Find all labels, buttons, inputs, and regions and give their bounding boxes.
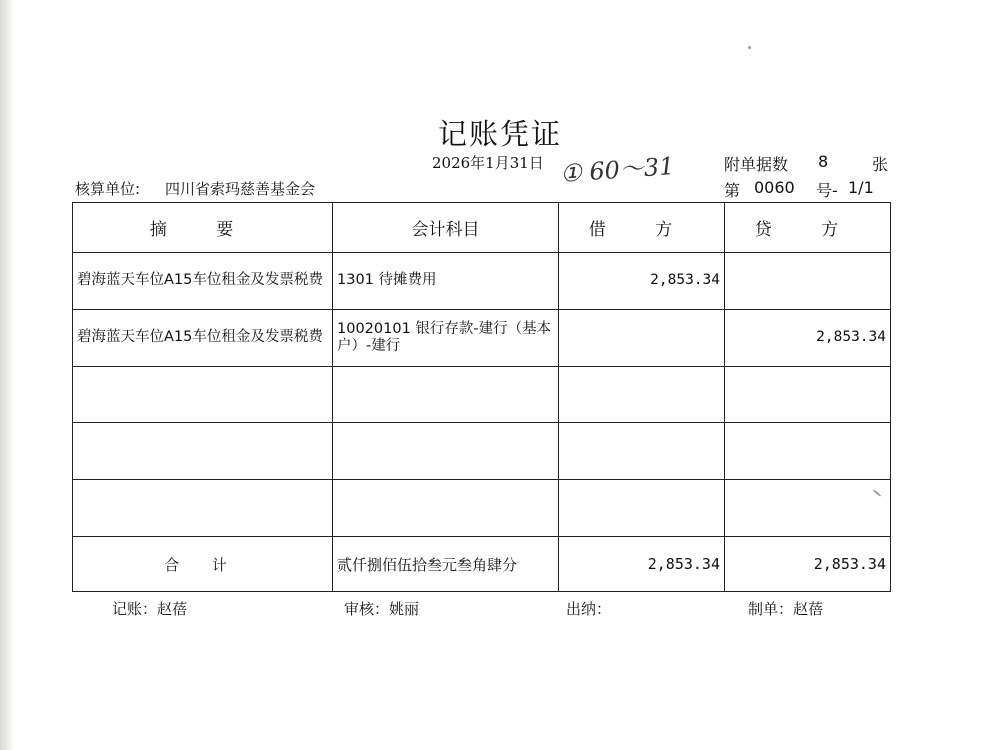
signature-reviewer: 审核：姚丽 [344, 600, 420, 618]
row-credit [725, 366, 891, 423]
total-label-cell [73, 537, 333, 592]
voucher-page: 1/1 [848, 178, 874, 197]
total-debit: 2,853.34 [559, 537, 725, 592]
row-credit [725, 252, 891, 309]
row-credit [725, 480, 891, 537]
signature-preparer: 制单：赵蓓 [748, 600, 824, 618]
total-label: 合 计 [164, 555, 241, 574]
row-summary: 碧海蓝天车位A15车位租金及发票税费 [73, 309, 333, 366]
row-account [333, 480, 559, 537]
attachments-label: 附单据数 [724, 155, 789, 174]
signature-cashier: 出纳： [566, 600, 612, 618]
accounting-unit-name: 四川省索玛慈善基金会 [165, 180, 316, 198]
row-account [333, 423, 559, 480]
row-debit: 2,853.34 [559, 252, 725, 309]
voucher-table [72, 202, 891, 592]
header-account: 会计科目 [333, 203, 559, 253]
total-row [73, 537, 891, 592]
header-credit: 贷 方 [725, 203, 891, 253]
table-row [73, 480, 891, 537]
row-summary [73, 480, 333, 537]
table-row [73, 366, 891, 423]
row-account [333, 366, 559, 423]
table-row [73, 252, 891, 309]
header-debit: 借 方 [559, 203, 725, 253]
voucher-date: 2026年1月31日 [432, 154, 544, 172]
handwritten-note: ① 60～31 [559, 152, 676, 188]
row-account: 10020101 银行存款-建行（基本户）-建行 [333, 309, 559, 366]
table-header-row [73, 203, 891, 253]
row-summary [73, 423, 333, 480]
attachments-count: 8 [818, 152, 829, 171]
row-credit [725, 423, 891, 480]
row-account: 1301 待摊费用 [333, 252, 559, 309]
attachments-unit: 张 [872, 155, 889, 174]
signature-bookkeeper: 记账：赵蓓 [112, 600, 188, 618]
voucher-number-label: 第 [724, 181, 741, 200]
header-summary: 摘 要 [73, 203, 333, 253]
table-row [73, 423, 891, 480]
row-summary: 碧海蓝天车位A15车位租金及发票税费 [73, 252, 333, 309]
scan-speck [748, 46, 751, 49]
row-summary [73, 366, 333, 423]
row-debit [559, 480, 725, 537]
voucher-number: 0060 [754, 178, 795, 197]
accounting-unit-label: 核算单位: [75, 180, 141, 198]
row-debit [559, 366, 725, 423]
row-debit [559, 309, 725, 366]
total-amount-in-words: 贰仟捌佰伍拾叁元叁角肆分 [333, 537, 559, 592]
row-debit [559, 423, 725, 480]
row-credit: 2,853.34 [725, 309, 891, 366]
table-row [73, 309, 891, 366]
total-credit: 2,853.34 [725, 537, 891, 592]
voucher-title: 记账凭证 [437, 117, 562, 151]
voucher-number-suffix: 号- [816, 181, 838, 200]
